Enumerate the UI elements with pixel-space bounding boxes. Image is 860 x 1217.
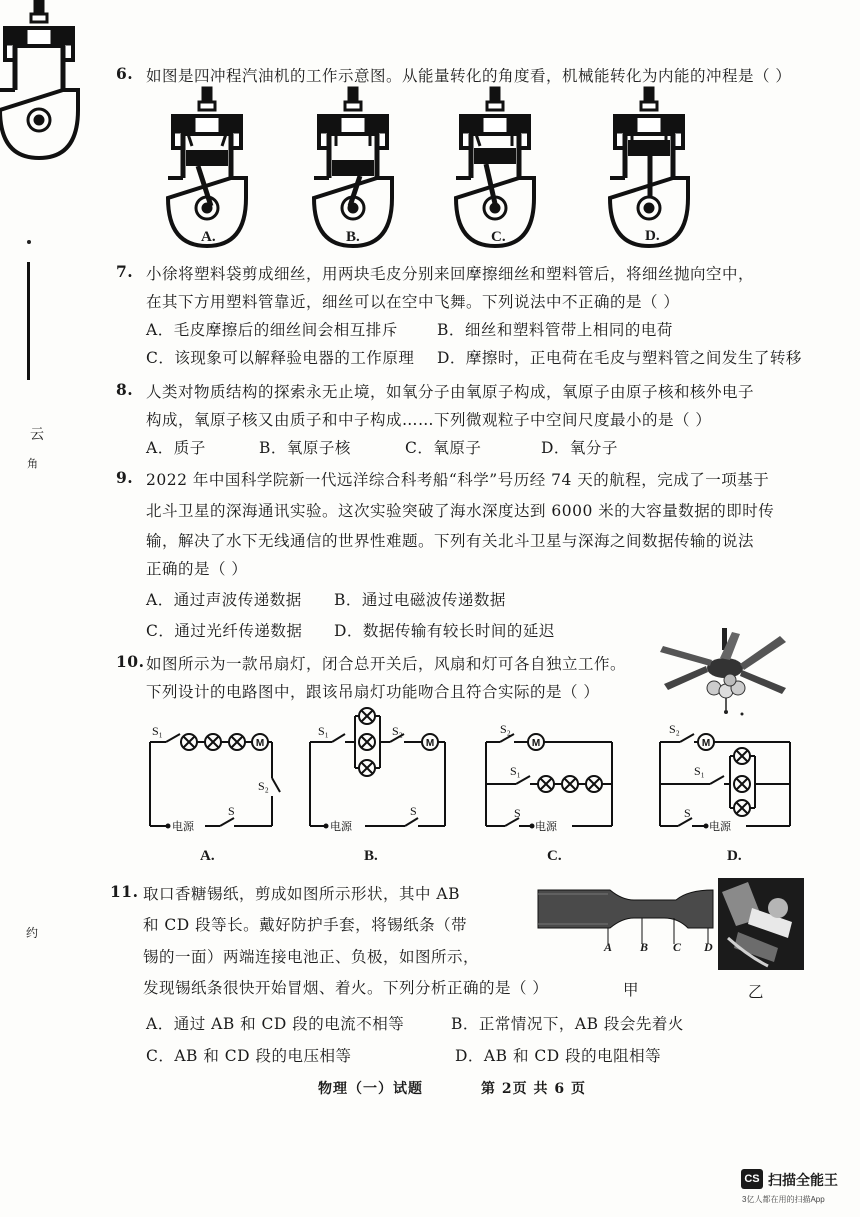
q9-option-b: B．通过电磁波传递数据: [334, 591, 506, 609]
a-s-label: S: [228, 804, 235, 818]
q9-line4: 正确的是（ ）: [146, 560, 248, 578]
c-power-label: 电源: [535, 820, 557, 833]
q9-number: 9.: [116, 468, 134, 487]
motor-a-label: M: [255, 738, 265, 749]
q6-label-d: D.: [645, 228, 660, 244]
camscanner-logo-icon: CS: [741, 1169, 763, 1189]
camscanner-tagline: 3亿人都在用的扫描App: [742, 1195, 825, 1204]
q10-label-a: A.: [200, 848, 215, 864]
q6-label-a: A.: [201, 229, 216, 245]
q6-number: 6.: [116, 64, 134, 83]
q11-number: 11.: [110, 882, 139, 901]
footer-subject: 物理（一）试题: [318, 1081, 423, 1097]
b-s-label: S: [410, 804, 417, 818]
q6-label-b: B.: [346, 229, 360, 245]
point-d-label: D: [704, 940, 713, 954]
q9-option-c: C．通过光纤传递数据: [146, 622, 303, 640]
q9-line1: 2022 年中国科学院新一代远洋综合科考船“科学”号历经 74 天的航程，完成了一项基于: [146, 471, 770, 489]
circuit-b: [310, 716, 445, 826]
q6-text: 如图是四冲程汽油机的工作示意图。从能量转化的角度看，机械能转化为内能的冲程是（ ）: [146, 67, 792, 85]
q11-option-a: A．通过 AB 和 CD 段的电流不相等: [146, 1015, 405, 1033]
q11-line3: 锡的一面）两端连接电池正、负极，如图所示，: [143, 948, 480, 966]
tin-foil-figure: [538, 886, 718, 956]
q8-line1: 人类对物质结构的探索永无止境，如氧分子由氧原子构成，氧原子由原子核和核外电子: [146, 383, 755, 401]
d-s1-label: S₁: [694, 764, 705, 778]
q8-line2: 构成，氧原子核又由质子和中子构成……下列微观粒子中空间尺度最小的是（ ）: [146, 411, 712, 429]
q11-line4: 发现锡纸条很快开始冒烟、着火。下列分析正确的是（ ）: [143, 979, 549, 997]
q10-label-c: C.: [547, 848, 562, 864]
q9-option-a: A．通过声波传递数据: [146, 591, 302, 609]
point-c-label: C: [673, 940, 682, 954]
q10-label-b: B.: [364, 848, 378, 864]
margin-mark-jiao: 角: [27, 457, 38, 470]
d-power-label: 电源: [709, 820, 731, 833]
q11-option-b: B．正常情况下，AB 段会先着火: [451, 1015, 684, 1033]
q10-number: 10.: [116, 652, 145, 671]
q7-option-c: C．该现象可以解释验电器的工作原理: [146, 349, 415, 367]
q10-label-d: D.: [727, 848, 742, 864]
c-s2-label: S₂: [500, 722, 511, 736]
q8-option-d: D．氧分子: [541, 439, 618, 457]
a-s1-label: S₁: [152, 724, 163, 738]
footer-page: 第 2页 共 6 页: [481, 1081, 586, 1097]
q11-option-d: D．AB 和 CD 段的电阻相等: [455, 1047, 662, 1065]
q8-option-a: A．质子: [146, 439, 206, 457]
q9-line2: 北斗卫星的深海通讯实验。这次实验突破了海水深度达到 6000 米的大容量数据的即时传: [146, 502, 775, 520]
a-s2-label: S₂: [258, 779, 269, 793]
margin-mark-yun: 云: [30, 427, 44, 443]
q10-line2: 下列设计的电路图中，跟该吊扇灯功能吻合且符合实际的是（ ）: [146, 683, 600, 701]
fig-yi-caption: 乙: [748, 983, 765, 1001]
d-s-label: S: [684, 806, 691, 820]
motor-c-label: M: [531, 738, 541, 749]
point-b-label: B: [640, 940, 649, 954]
q8-number: 8.: [116, 380, 134, 399]
q8-option-b: B．氧原子核: [259, 439, 351, 457]
q10-line1: 如图所示为一款吊扇灯，闭合总开关后，风扇和灯可各自独立工作。: [146, 655, 627, 673]
circuit-d: [660, 734, 790, 826]
q6-label-c: C.: [491, 229, 506, 245]
point-a-label: A: [604, 940, 613, 954]
q11-option-c: C．AB 和 CD 段的电压相等: [146, 1047, 352, 1065]
b-power-label: 电源: [330, 820, 352, 833]
a-power-label: 电源: [172, 820, 194, 833]
d-s2-label: S₂: [669, 722, 680, 736]
motor-d-label: M: [701, 738, 711, 749]
margin-mark-yue: 约: [26, 926, 39, 940]
q7-line2: 在其下方用塑料管靠近，细丝可以在空中飞舞。下列说法中不正确的是（ ）: [146, 293, 680, 311]
b-s1-label: S₁: [318, 724, 329, 738]
q8-option-c: C．氧原子: [405, 439, 482, 457]
q11-line2: 和 CD 段等长。戴好防护手套，将锡纸条（带: [143, 916, 468, 934]
motor-b-label: M: [425, 738, 435, 749]
q9-line3: 输，解决了水下无线通信的世界性难题。下列有关北斗卫星与深海之间数据传输的说法: [146, 532, 755, 550]
battery-photo: [718, 878, 804, 970]
q7-line1: 小徐将塑料袋剪成细丝，用两块毛皮分别来回摩擦细丝和塑料管后，将细丝抛向空中，: [146, 265, 755, 283]
c-s1-label: S₁: [510, 764, 521, 778]
q7-option-b: B．细丝和塑料管带上相同的电荷: [437, 321, 673, 339]
q7-option-d: D．摩擦时，正电荷在毛皮与塑料管之间发生了转移: [437, 349, 802, 367]
q7-number: 7.: [116, 262, 134, 281]
fig-jia-caption: 甲: [623, 981, 640, 999]
c-s-label: S: [514, 806, 521, 820]
camscanner-name: 扫描全能王: [768, 1172, 838, 1188]
q11-line1: 取口香糖锡纸，剪成如图所示形状，其中 AB: [143, 885, 461, 903]
q9-option-d: D．数据传输有较长时间的延迟: [334, 622, 555, 640]
b-s2-label: S₂: [392, 724, 403, 738]
q7-option-a: A．毛皮摩擦后的细丝间会相互排斥: [146, 321, 398, 339]
